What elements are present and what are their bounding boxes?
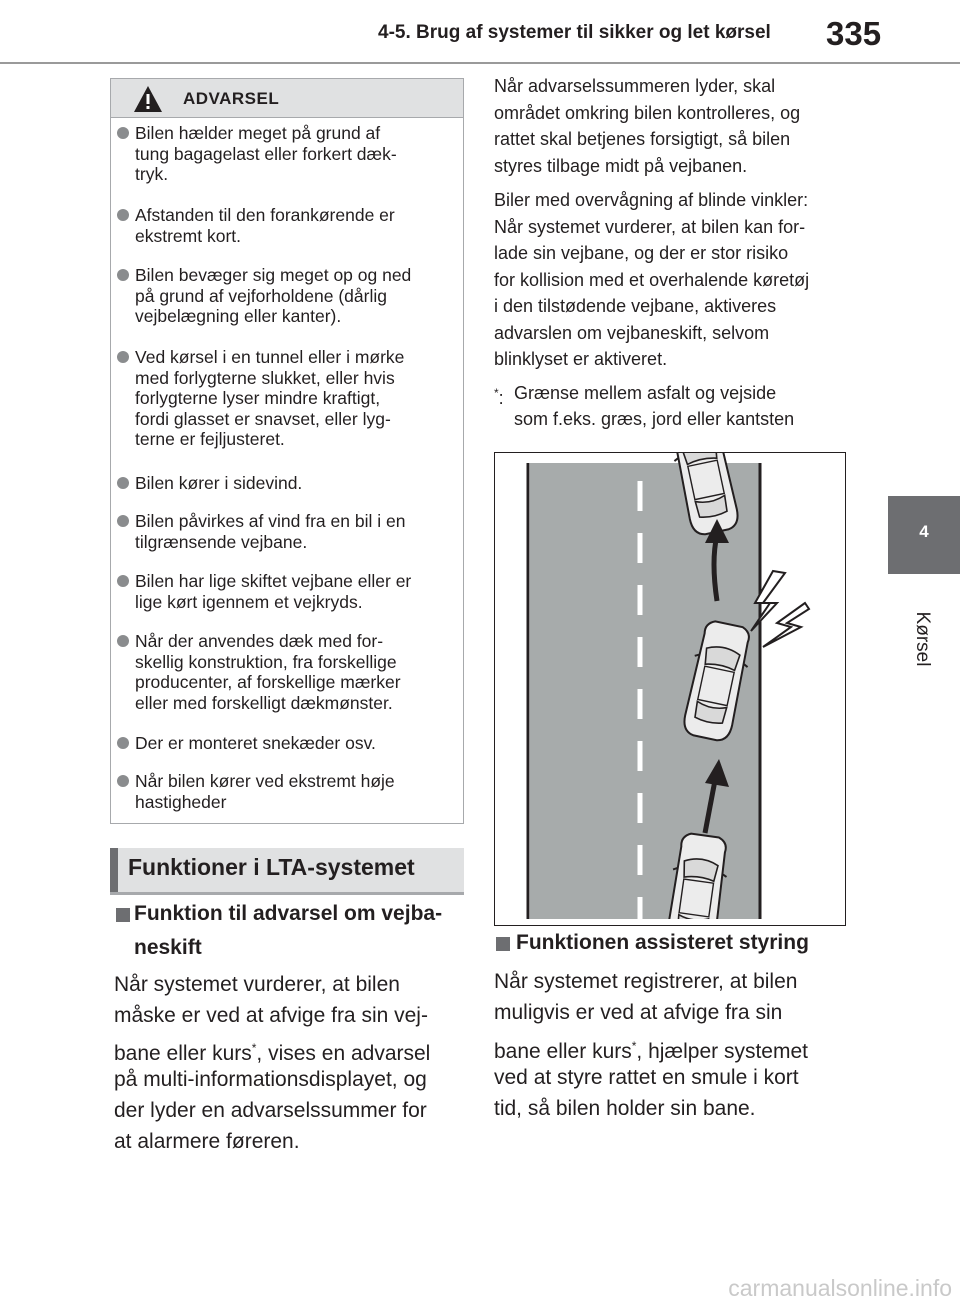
bullet-icon [117, 635, 129, 647]
lane-warning-text-line3-end: , vises en advarsel [256, 1042, 431, 1065]
chapter-number: 4 [919, 522, 929, 541]
para2-line: blinklyset er aktiveret. [494, 349, 668, 369]
lane-warning-text-line3-start: bane eller kurs [114, 1042, 252, 1065]
para2-line: for kollision med et overhalende køretøj [494, 269, 810, 290]
warning-item-line: Bilen påvirkes af vind fra en bil i en [135, 511, 406, 531]
warning-item-line: tryk. [135, 164, 169, 184]
watermark: carmanualsonline.info [728, 1275, 952, 1301]
footnote-reference: * [631, 1039, 637, 1053]
steering-assist-text-line3-end: , hjælper systemet [636, 1040, 808, 1063]
para2-line: lade sin vejbane, og der er stor risiko [494, 243, 789, 263]
header-section-title: 4-5. Brug af systemer til sikker og let kørsel [378, 22, 771, 43]
warning-item-line: Bilen kører i sidevind. [135, 473, 303, 493]
lane-warning-heading-line1: Funktion til advarsel om vejba- [134, 902, 443, 925]
warning-item-line: terne er fejljusteret. [135, 429, 285, 449]
warning-item-line: fordi glasset er snavset, eller lyg- [135, 408, 391, 429]
bullet-icon [117, 127, 129, 139]
warning-item-line: vejbelægning eller kanter). [135, 306, 342, 326]
lane-warning-text-line1: Når systemet vurderer, at bilen [114, 973, 400, 996]
warning-item-line: Afstanden til den forankørende er [135, 205, 395, 225]
warning-item-line: Bilen bevæger sig meget op og ned [135, 265, 412, 285]
warning-box [110, 78, 464, 824]
para2-line: advarslen om vejbaneskift, selvom [494, 322, 770, 343]
warning-item-line: producenter, af forskellige mærker [135, 672, 401, 692]
lane-warning-text-line4: på multi-informationsdisplayet, og [114, 1068, 427, 1091]
warning-item-line: eller med forskelligt dækmønster. [135, 692, 393, 713]
steering-assist-text-line1: Når systemet registrerer, at bilen [494, 970, 798, 993]
section-heading-rule [110, 892, 464, 895]
warning-item-line: skellig konstruktion, fra forskellige [135, 651, 397, 672]
section-heading [110, 848, 464, 892]
warning-item-line: Der er monteret snekæder osv. [135, 733, 376, 753]
lane-warning-heading-line2: neskift [134, 936, 202, 959]
footnote-colon: : [498, 388, 504, 408]
bullet-icon [117, 775, 129, 787]
steering-assist-heading: Funktionen assisteret styring [516, 931, 809, 954]
chapter-tab [888, 496, 960, 574]
bullet-icon [117, 209, 129, 221]
footnote-marker [494, 380, 504, 412]
header-rule [0, 62, 960, 64]
steering-assist-text-line4: ved at styre rattet en smule i kort [494, 1066, 799, 1089]
warning-item-line: Bilen hælder meget på grund af [135, 123, 381, 143]
bullet-icon [117, 269, 129, 281]
warning-header [111, 79, 463, 118]
warning-item-line: lige kørt igennem et vejkryds. [135, 591, 363, 612]
section-title: Funktioner i LTA-systemet [128, 854, 415, 880]
lane-departure-illustration [494, 452, 846, 926]
para1-line: området omkring bilen kontrolleres, og [494, 102, 801, 123]
chapter-label: Kørsel [912, 611, 933, 667]
warning-triangle-icon [133, 85, 163, 113]
warning-item-line: Når bilen kører ved ekstremt høje [135, 771, 395, 791]
road-diagram [495, 453, 845, 925]
page-number: 335 [826, 15, 882, 52]
footnote-line2: som f.eks. græs, jord eller kantsten [514, 409, 795, 429]
bullet-icon [117, 477, 129, 489]
warning-item-line: ekstremt kort. [135, 225, 241, 246]
warning-item-line: forlygterne lyser mindre kraftigt, [135, 388, 381, 408]
bullet-icon [117, 737, 129, 749]
warning-item-line: Ved kørsel i en tunnel eller i mørke [135, 347, 405, 367]
warning-item-line: på grund af vejforholdene (dårlig [135, 285, 387, 306]
lane-warning-text-line6: at alarmere føreren. [114, 1130, 300, 1153]
footnote-reference: * [251, 1041, 257, 1055]
bullet-icon [117, 575, 129, 587]
warning-item-line: tung bagagelast eller forkert dæk- [135, 143, 397, 164]
lane-warning-text-line5: der lyder en advarselssummer for [114, 1099, 427, 1122]
bullet-icon [117, 351, 129, 363]
warning-item-line: Når der anvendes dæk med for- [135, 631, 384, 651]
para2-line: i den tilstødende vejbane, aktiveres [494, 296, 777, 316]
steering-assist-text-line3-start: bane eller kurs [494, 1040, 632, 1063]
para1-line: Når advarselssummeren lyder, skal [494, 76, 776, 96]
warning-item-line: Bilen har lige skiftet vejbane eller er [135, 571, 412, 591]
para2-line: Når systemet vurderer, at bilen kan for- [494, 216, 806, 237]
warning-item-line: tilgrænsende vejbane. [135, 531, 308, 552]
footnote-line1: Grænse mellem asfalt og vejside [514, 383, 777, 403]
subheading-square-icon [496, 937, 510, 951]
para1-line: rattet skal betjenes forsigtigt, så bilen [494, 129, 791, 149]
para2-line: Biler med overvågning af blinde vinkler: [494, 190, 809, 210]
bullet-icon [117, 515, 129, 527]
warning-item-line: med forlygterne slukket, eller hvis [135, 367, 395, 388]
footnote-asterisk: * [494, 386, 499, 400]
warning-item-line: hastigheder [135, 791, 227, 812]
steering-assist-text-line2: muligvis er ved at afvige fra sin [494, 1001, 783, 1024]
para1-line: styres tilbage midt på vejbanen. [494, 155, 748, 176]
subheading-square-icon [116, 908, 130, 922]
steering-assist-text-line5: tid, så bilen holder sin bane. [494, 1097, 756, 1120]
warning-title: ADVARSEL [183, 89, 280, 108]
lane-warning-text-line2: måske er ved at afvige fra sin vej- [114, 1004, 428, 1027]
